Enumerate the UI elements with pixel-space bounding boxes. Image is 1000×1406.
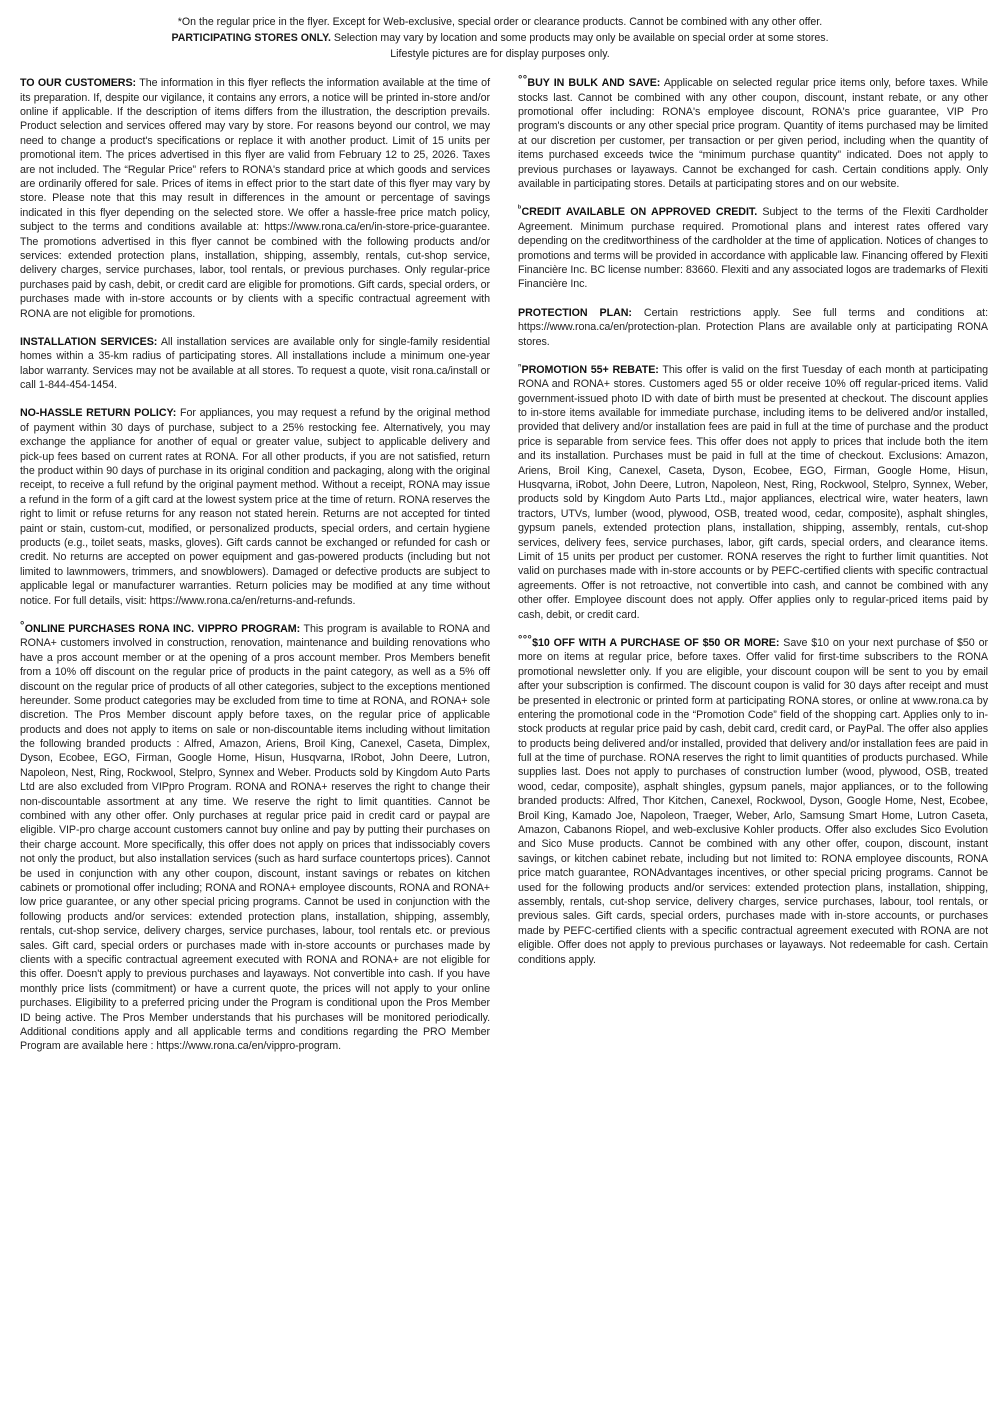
footnote-marker: °: [20, 619, 25, 632]
terms-block-heading: PROMOTION 55+ REBATE:: [521, 363, 659, 376]
terms-block-body: Subject to the terms of the Flexiti Cardholder Agreement. Minimum purchase required. Promotional plans and interest rates offered vary depending on the creditworthiness of the cardholder at the time of application. Notices of changes to promotions and terms will be provided in accordance with applicable law. Financing offered by Flexiti Financière Inc. BC license number: 83660. Flexiti and any associated logos are trademarks of Flexiti Financière Inc.: [518, 206, 988, 291]
header-line-2: [60, 30, 940, 46]
header-disclaimer: [60, 14, 940, 62]
terms-block: [20, 76, 490, 321]
terms-block-body: All installation services are available only for single-family residential homes within a 35-km radius of participating stores. All installations include a minimum one-year labor warranty. Services may not be available at all stores. To request a quote, visit rona.ca/install or call 1-844-454-1454.: [20, 335, 490, 392]
participating-stores-text: Selection may vary by location and some products may only be available on special order at some stores.: [330, 32, 829, 45]
terms-block-body: This offer is valid on the first Tuesday of each month at participating RONA and RONA+ stores. Customers aged 55 or older receive 10% off regular-priced items. Valid government-issued photo ID with date of birth must be presented at checkout. The discount applies to in-store items available for immediate purchase, including items to be delivered and/or installed, provided that delivery and/or installation fees are paid in full at the time of purchase and the product price is separable from service fees. This offer does not apply to prices that include both the item and its installation. Purchases must be paid in full at the time of checkout. Exclusions: Amazon, Ariens, Broil King, Canexel, Caseta, Dyson, Ecobee, EGO, Firman, Google Home, Hisun, Husqvarna, iRobot, John Deere, Lutron, Napoleon, Nest, Ring, Rockwool, Stelpro, Synnex, Weber, products sold by Kingdom Auto Parts Ltd., major appliances, electrical wire, water heaters, lawn tractors, UTVs, lumber (wood, plywood, OSB, treated wood, cedar, composite), asphalt shingles, gypsum panels, extended protection plans, installation, shipping, assembly, rentals, cut-shop services, delivery fees, service purchases, labor, gift cards, special orders, and clearance items. Limit of 15 units per product per customer. RONA reserves the right to further limit quantities. Not valid on purchases made with in-store accounts or by PEFC-certified clients with specific contractual agreements. Offer is not retroactive, not convertible into cash, and cannot be combined with any other offer. Employee discount does not apply. Offer applies only to regular-priced items paid by cash, debit, or credit card.: [518, 363, 988, 621]
terms-block-body: Certain restrictions apply. See full terms and conditions at: https://www.rona.ca/en/protection-plan. Protection Plans are available only at participating RONA stores.: [518, 306, 988, 348]
terms-block-body: For appliances, you may request a refund by the original method of payment within 30 days of purchase, subject to a 25% restocking fee. Alternatively, you may exchange the appliance for another of equal or greater value, subject to applicable delivery and pick-up fees based on current rates at RONA. For all other products, if you are not satisfied, return the product within 90 days of purchase in its original condition and packaging, along with the original receipt, to receive a full refund by the original payment method. Without a receipt, RONA may issue a refund in the form of a gift card at the lowest system price at the time of return. RONA reserves the right to limit or refuse returns for any reason not stated herein. Returns are not accepted for tinted paint or stain, custom-cut, modified, or personalized products, special orders, and certain hygiene products (e.g., toilet seats, masks, gloves). Gift cards cannot be exchanged or refunded for cash or credit. No returns are accepted on power equipment and gas-powered products (including but not limited to lawnmowers, trimmers, and snowblowers). Damaged or defective products are subject to applicable legal or manufacturer warranties. Return policies may be modified at any time without notice. For full details, visit: https://www.rona.ca/en/returns-and-refunds.: [20, 407, 490, 607]
footnote-marker: ⁿ: [518, 361, 522, 371]
terms-block: [518, 205, 988, 291]
terms-block-heading: NO-HASSLE RETURN POLICY:: [20, 407, 177, 420]
terms-block-heading: BUY IN BULK AND SAVE:: [527, 77, 661, 90]
terms-block: [518, 363, 988, 622]
two-column-body: [20, 74, 989, 1053]
right-column: [518, 76, 988, 967]
terms-block-body: The information in this flyer reflects the information available at the time of its preparation. If, despite our vigilance, it contains any errors, a notice will be printed in-store and/or online if applicable. If the description of items differs from the illustration, the description prevails. Product selection and services offered may vary by store. For reasons beyond our control, we may need to change a product's specifications or replace it with another product. Limit of 15 units per promotional item. The prices advertised in this flyer are valid from February 12 to 25, 2026. Taxes are not included. The “Regular Price” refers to RONA's standard price at which goods and services are ordinarily offered for sale. Prices of items in effect prior to the start date of this flyer may vary by store. Please note that this may result in differences in the amount or percentage of savings indicated in this flyer depending on the selected store. We offer a hassle-free price match policy, subject to the terms and conditions available at: https://www.rona.ca/en/in-store-price-guarantee. The promotions advertised in this flyer cannot be combined with the following products and/or services: extended protection plans, installation, shipping, assembly, rentals, cut-shop service, delivery charges, service purchases, labor, tool rentals, or previous purchases. Only regular-price purchases paid by cash, debit, or credit card are eligible for promotions. Gift cards, special orders, or purchases made with in-store accounts or by clients with a specific contractual agreement with RONA are not eligible for promotions.: [20, 77, 490, 320]
terms-block-body: This program is available to RONA and RONA+ customers involved in construction, renovation, maintenance and building renovations who have a pros account member or at the opening of a pros account member. Pros Members benefit from a 10% off discount on the regular price of products in the paint category, as well as a 5% off discount on the regular price of products of all other categories, subject to the exceptions mentioned hereunder. Some product categories may be excluded from time to time at RONA, and RONA+ sole discretion. The Pros Member discount apply before taxes, on the regular price of applicable products and does not apply to items on sale or non-discountable items including without limitation the following branded products : Alfred, Amazon, Ariens, Broil King, Canexel, Caseta, Dimplex, Dyson, Ecobee, EGO, Firman, Google Home, Hisun, Husqvarna, IRobot, John Deere, Lutron, Napoleon, Nest, Ring, Rockwool, Stelpro, Synnex and Weber. Products sold by Kingdom Auto Parts Ltd are also excluded from VIPpro Program. RONA and RONA+ reserves the right to change their non-discountable assortment at any time. We reserve the right to limit quantities. Cannot be combined with any other offer. Only purchases at regular price paid in credit card or paypal are eligible. VIP-pro charge account customers cannot buy online and pay by putting their purchases on their charge account. More specifically, this offer does not apply on prices that indissociably covers not only the product, but also installation services (such as hard surface countertops prices). Cannot be used in conjunction with any other coupon, discount, instant savings or rebates on kitchen cabinets or promotional offer including; RONA and RONA+ employee discounts, RONA and RONA+ low price guarantee, or any other special pricing programs. Cannot be used in conjunction with the following products and/or services: extended protection plans, installation, shipping, assembly, rentals, cut-shop service, delivery charges, service purchases, labour, tool rentals etc. or previous sales. Gift card, special orders or purchases made with in-store accounts or purchases made by clients with a specific contractual agreement executed with RONA and RONA+ are not eligible for this offer. Doesn't apply to previous purchases and layaways. Not convertible into cash. If you have monthly price lists (commitment) or have a current quote, the prices will not apply to your online purchases. Eligibility to a preferred pricing under the Program is conditional upon the Pros Member ID being active. The Pros Member understands that his purchases will be monitored periodically. Additional conditions apply and all applicable terms and conditions regarding the PRO Member Program are available here : https://www.rona.ca/en/vippro-program.: [20, 622, 490, 1053]
participating-stores-label: PARTICIPATING STORES ONLY.: [171, 32, 331, 45]
header-line-1: *On the regular price in the flyer. Except for Web-exclusive, special order or clearance products. Cannot be combined with any other offer.: [177, 16, 823, 28]
terms-block: [518, 306, 988, 349]
terms-block-heading: INSTALLATION SERVICES:: [20, 335, 158, 348]
terms-block: [20, 619, 490, 1054]
terms-block-body: Applicable on selected regular price items only, before taxes. While stocks last. Cannot be combined with any other coupon, discount, instant rebate, or any other promotional offer including: RONA's employee discount, RONA's price guarantee, VIP Pro program's discounts or any other special price program. Quantity of items purchased may be limited at our discretion per customer, per transaction or per given period, including when the quantity of items purchased exceeds twice the “minimum purchase quantity” indicated. Does not apply to previous purchases or layaways. Cannot be exchanged for cash. Certain conditions apply. Only available in participating stores. Details at participating stores and on our website.: [518, 77, 989, 191]
terms-block: [518, 76, 988, 191]
left-column: [20, 76, 490, 1053]
terms-block: [20, 406, 490, 607]
terms-block-heading: ONLINE PURCHASES RONA INC. VIPPRO PROGRAM:: [24, 622, 301, 635]
terms-block-body: Save $10 on your next purchase of $50 or more on items at regular price, before taxes. Offer valid for first-time subscribers to the RONA promotional newsletter only. If you are eligible, your discount coupon will be sent to you by email after your subscription is confirmed. The discount coupon is valid for 30 days after receipt and must be presented in electronic or printed form at participating RONA stores, or online at www.rona.ca by entering the promotional code in the “Promotion Code” field of the shopping cart. Applies only to in-stock products at regular price paid by cash, debit card, credit card, or PayPal. The offer also applies to products being delivered and/or installed, provided that delivery and/or installation fees are paid in full at the time of purchase. RONA reserves the right to limit quantities of products purchased. While supplies last. Does not apply to purchases of construction lumber (wood, plywood, OSB, treated wood, cedar, composite), asphalt shingles, gypsum panels, major appliances, or to the following branded products: Alfred, Thor Kitchen, Canexel, Rockwool, Dyson, Google Home, Nest, Ecobee, Broil King, Kamado Joe, Napoleon, Traeger, Weber, Arlo, Samsung Smart Home, Lutron Caseta, Amazon, Cabanons Riopel, and web-exclusive Kohler products. Offer also excludes Sico Evolution and Sico Muse products. Cannot be combined with any other offer, coupon, discount, instant savings, or kitchen cabinet rebate, including but not limited to: RONA employee discounts, RONA price match guarantee, RONAdvantages incentives, or other special pricing programs. Cannot be used for the following products and/or services: extended protection plans, installation, shipping, assembly, rentals, cut-shop service, delivery charges, service purchases, labour, tool rentals, or previous sales. Gift cards, special orders, purchases made with in-store accounts, or purchases made by PEFC-certified clients with a specific contractual agreement executed with RONA are not eligible. Offer does not apply to previous purchases or layaways. Not redeemable for cash. Certain conditions apply.: [518, 636, 988, 966]
footnote-marker: ᵇ: [518, 203, 522, 213]
terms-block: [20, 335, 490, 393]
terms-block-heading: $10 OFF WITH A PURCHASE OF $50 OR MORE:: [532, 636, 780, 649]
footnote-marker: °°: [518, 74, 528, 87]
header-line-3: Lifestyle pictures are for display purposes only.: [390, 48, 610, 61]
terms-block-heading: CREDIT AVAILABLE ON APPROVED CREDIT.: [521, 206, 758, 219]
terms-block: [518, 633, 988, 967]
terms-block-heading: PROTECTION PLAN:: [518, 306, 632, 319]
terms-block-heading: TO OUR CUSTOMERS:: [20, 77, 137, 90]
footnote-marker: °°°: [518, 633, 533, 646]
